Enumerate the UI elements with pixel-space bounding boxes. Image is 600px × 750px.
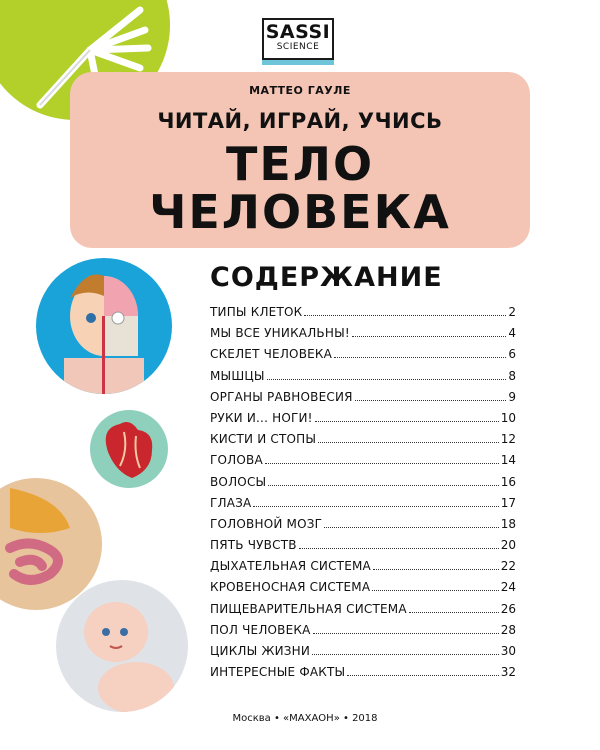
contents-item-page: 16 (500, 474, 516, 489)
book-title-line1: ТЕЛО (225, 137, 375, 191)
contents-item (210, 453, 516, 474)
contents-item-page: 12 (500, 432, 516, 447)
contents-item-title: ГЛАЗА (210, 495, 252, 510)
logo-text-primary: SASSI (265, 21, 331, 43)
contents-item-page: 14 (500, 453, 516, 468)
publisher-imprint: Москва • «МАХАОН» • 2018 (232, 713, 378, 724)
contents-item (210, 559, 516, 580)
face-anatomy-icon (36, 258, 172, 394)
contents-item (210, 517, 516, 538)
contents-item-page: 24 (500, 580, 516, 595)
contents-item-page: 22 (500, 559, 516, 574)
contents-item-title: КИСТИ И СТОПЫ (210, 432, 317, 447)
contents-item-page: 8 (508, 368, 516, 383)
dot-leader (409, 612, 499, 613)
contents-item-title: ПЯТЬ ЧУВСТВ (210, 538, 297, 553)
title-panel (70, 72, 530, 248)
contents-item-title: ОРГАНЫ РАВНОВЕСИЯ (210, 389, 353, 404)
contents-item-title: МЫ ВСЕ УНИКАЛЬНЫ! (210, 326, 350, 341)
contents-item-title: ПОЛ ЧЕЛОВЕКА (210, 622, 311, 637)
dot-leader (373, 569, 499, 570)
contents-item-title: МЫШЦЫ (210, 368, 265, 383)
contents-item-page: 10 (500, 410, 516, 425)
dot-leader (312, 654, 499, 655)
dot-leader (315, 421, 499, 422)
contents-item-page: 18 (500, 516, 516, 531)
logo-underline (262, 60, 334, 65)
logo-text-secondary: SCIENCE (276, 42, 320, 52)
dot-leader (313, 633, 499, 634)
baby-icon (56, 580, 188, 712)
book-title-line2: ЧЕЛОВЕКА (149, 185, 451, 239)
contents-item-title: ИНТЕРЕСНЫЕ ФАКТЫ (210, 665, 346, 680)
contents-item (210, 665, 516, 686)
contents-item (210, 411, 516, 432)
dot-leader (347, 675, 498, 676)
contents-item-title: КРОВЕНОСНАЯ СИСТЕМА (210, 580, 371, 595)
contents-item (210, 580, 516, 601)
dot-leader (268, 485, 498, 486)
contents-item-page: 6 (508, 347, 516, 362)
publisher-logo (262, 18, 334, 60)
contents-item (210, 347, 516, 368)
contents-item-title: ВОЛОСЫ (210, 474, 267, 489)
contents-item (210, 432, 516, 453)
contents-item-title: ГОЛОВА (210, 453, 263, 468)
contents-item-title: ДЫХАТЕЛЬНАЯ СИСТЕМА (210, 559, 371, 574)
dot-leader (253, 506, 498, 507)
contents-item-title: СКЕЛЕТ ЧЕЛОВЕКА (210, 347, 333, 362)
dot-leader (318, 442, 499, 443)
dot-leader (355, 400, 507, 401)
contents-item-page: 26 (500, 601, 516, 616)
heart-icon (90, 410, 168, 488)
dot-leader (265, 463, 499, 464)
contents-item (210, 305, 516, 326)
dot-leader (304, 315, 506, 316)
dot-leader (352, 336, 506, 337)
contents-item-title: ГОЛОВНОЙ МОЗГ (210, 516, 323, 531)
contents-item-page: 20 (500, 538, 516, 553)
contents-item-page: 32 (500, 665, 516, 680)
dot-leader (372, 590, 498, 591)
contents-heading: СОДЕРЖАНИЕ (210, 262, 443, 293)
dot-leader (267, 379, 507, 380)
contents-item (210, 496, 516, 517)
contents-item-page: 9 (508, 389, 516, 404)
dot-leader (324, 527, 499, 528)
contents-item-page: 17 (500, 495, 516, 510)
contents-item-page: 4 (508, 326, 516, 341)
contents-item (210, 326, 516, 347)
contents-item-page: 30 (500, 644, 516, 658)
contents-item-title: ЦИКЛЫ ЖИЗНИ (210, 644, 311, 658)
contents-item (210, 644, 516, 665)
contents-item (210, 390, 516, 411)
contents-item (210, 538, 516, 559)
contents-item-page: 28 (500, 622, 516, 637)
contents-item (210, 475, 516, 496)
contents-item-page: 2 (508, 305, 516, 319)
dot-leader (334, 357, 506, 358)
contents-item (210, 369, 516, 390)
contents-item (210, 602, 516, 623)
contents-item (210, 623, 516, 644)
author-name: МАТТЕО ГАУЛЕ (249, 84, 351, 97)
series-title: ЧИТАЙ, ИГРАЙ, УЧИСЬ (157, 109, 443, 133)
dot-leader (299, 548, 499, 549)
contents-item-title: РУКИ И... НОГИ! (210, 410, 313, 425)
contents-item-title: ПИЩЕВАРИТЕЛЬНАЯ СИСТЕМА (210, 601, 407, 616)
contents-item-title: ТИПЫ КЛЕТОК (210, 305, 303, 319)
contents-list (210, 305, 516, 686)
